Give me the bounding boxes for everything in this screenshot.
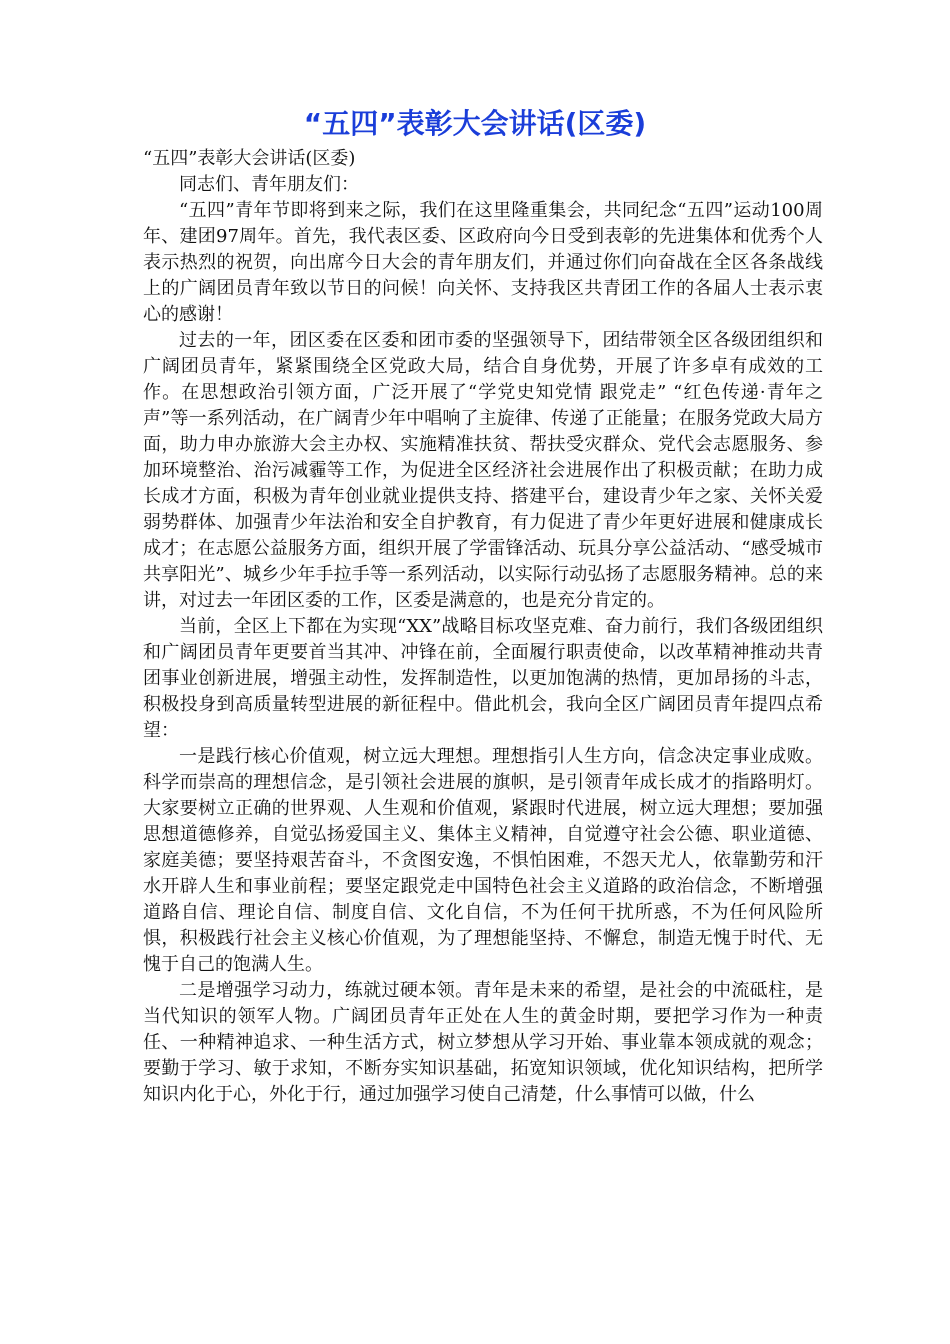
document-title: “五四”表彰大会讲话(区委) xyxy=(303,107,647,140)
salutation-paragraph: 同志们、青年朋友们： xyxy=(179,174,359,195)
document-body xyxy=(143,146,823,1108)
document-subtitle: “五四”表彰大会讲话(区委) xyxy=(143,148,356,169)
review-paragraph: 过去的一年，团区委在区委和团市委的坚强领导下，团结带领全区各级团组织和广阔团员青年，紧紧围绕全区党政大局，结合自身优势，开展了许多卓有成效的工作。在思想政治引领方面，广泛开展了“学党史知党情 跟党走” “红色传递·青年之声”等一系列活动，在广阔青少年中唱响了主旋律、传递了正能量；在服务党政大局方面，助力申办旅游大会主办权、实施精准扶贫、帮扶受灾群众、党代会志愿服务、参加环境整治、治污减霾等工作，为促进全区经济社会进展作出了积极贡献；在助力成长成才方面，积极为青年创业就业提供支持、搭建平台，建设青少年之家、关怀关爱弱势群体、加强青少年法治和安全自护教育，有力促进了青少年更好进展和健康成长成才；在志愿公益服务方面，组织开展了学雷锋活动、玩具分享公益活动、“感受城市共享阳光”、城乡少年手拉手等一系列活动，以实际行动弘扬了志愿服务精神。总的来讲，对过去一年团区委的工作，区委是满意的，也是充分肯定的。 xyxy=(143,330,823,611)
opening-paragraph: “五四”青年节即将到来之际，我们在这里隆重集会，共同纪念“五四”运动100周年、建团97周年。首先，我代表区委、区政府向今日受到表彰的先进集体和优秀个人表示热烈的祝贺，向出席今日大会的青年朋友们，并通过你们向奋战在全区各条战线上的广阔团员青年致以节日的问候！向关怀、支持我区共青团工作的各届人士表示衷心的感谢！ xyxy=(143,200,823,325)
hope-one-paragraph: 一是践行核心价值观，树立远大理想。理想指引人生方向，信念决定事业成败。科学而崇高的理想信念，是引领社会进展的旗帜，是引领青年成长成才的指路明灯。大家要树立正确的世界观、人生观和价值观，紧跟时代进展，树立远大理想；要加强思想道德修养，自觉弘扬爱国主义、集体主义精神，自觉遵守社会公德、职业道德、家庭美德；要坚持艰苦奋斗，不贪图安逸，不惧怕困难，不怨天尤人，依靠勤劳和汗水开辟人生和事业前程；要坚定跟党走中国特色社会主义道路的政治信念，不断增强道路自信、理论自信、制度自信、文化自信，不为任何干扰所惑，不为任何风险所惧，积极践行社会主义核心价值观，为了理想能坚持、不懈怠，制造无愧于时代、无愧于自己的饱满人生。 xyxy=(143,746,823,975)
current-situation-paragraph: 当前，全区上下都在为实现“XX”战略目标攻坚克难、奋力前行，我们各级团组织和广阔团员青年更要首当其冲、冲锋在前，全面履行职责使命，以改革精神推动共青团事业创新进展，增强主动性，发挥制造性，以更加饱满的热情，更加昂扬的斗志，积极投身到高质量转型进展的新征程中。借此机会，我向全区广阔团员青年提四点希望： xyxy=(143,616,823,741)
hope-two-paragraph: 二是增强学习动力，练就过硬本领。青年是未来的希望，是社会的中流砥柱，是当代知识的领军人物。广阔团员青年正处在人生的黄金时期，要把学习作为一种责任、一种精神追求、一种生活方式，树立梦想从学习开始、事业靠本领成就的观念；要勤于学习、敏于求知，不断夯实知识基础，拓宽知识领域，优化知识结构，把所学知识内化于心，外化于行，通过加强学习使自己清楚，什么事情可以做，什么 xyxy=(143,980,823,1105)
